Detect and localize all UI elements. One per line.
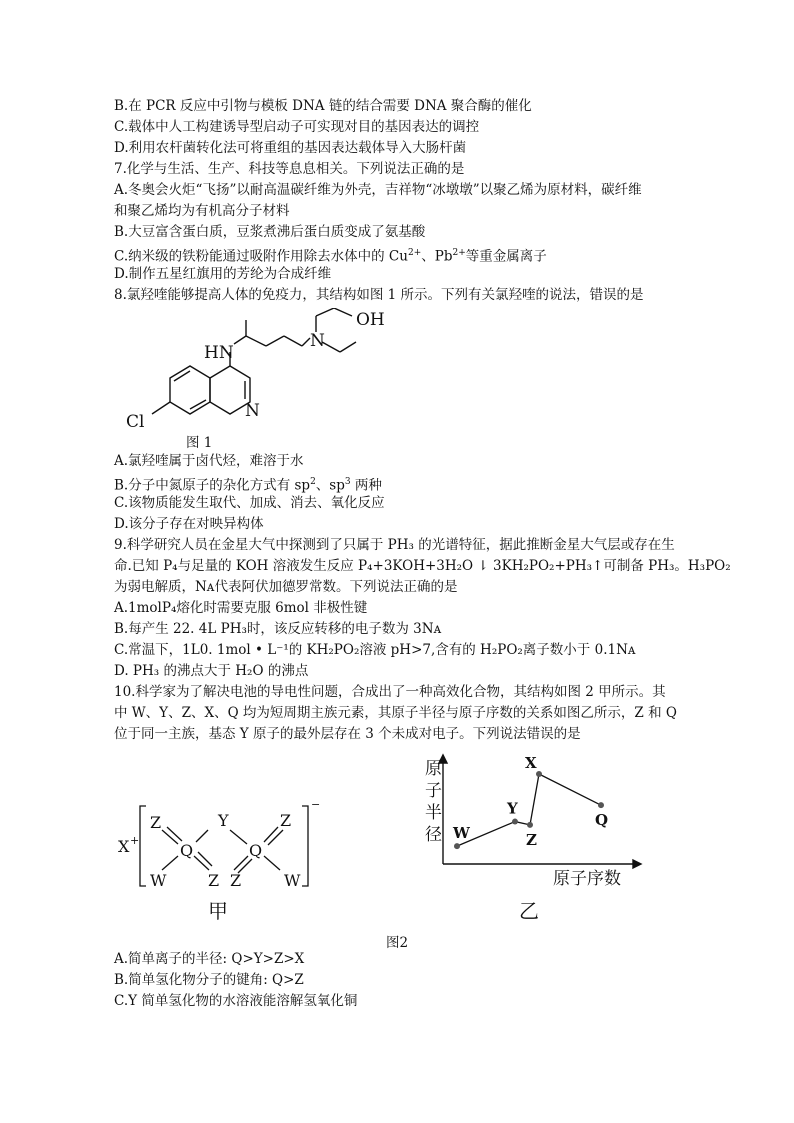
question-9-stem-line3: 为弱电解质，Nᴀ代表阿伏加德罗常数。下列说法正确的是 <box>114 579 458 595</box>
option-b-q6: B.在 PCR 反应中引物与模板 DNA 链的结合需要 DNA 聚合酶的催化 <box>114 98 532 114</box>
option-d-q9: D. PH₃ 的沸点大于 H₂O 的沸点 <box>114 663 309 679</box>
yi-point-label-x: X <box>525 754 537 772</box>
question-8-stem: 8.氯羟喹能够提高人体的免疫力，其结构如图 1 所示。下列有关氯羟喹的说法，错误的是 <box>114 287 644 303</box>
option-a-q10: A.简单离子的半径: Q>Y>Z>X <box>114 951 305 967</box>
atom-w2: W <box>284 871 301 890</box>
yi-point-label-w: W <box>453 824 470 843</box>
option-a-q8: A.氯羟喹属于卤代烃，难溶于水 <box>114 453 304 469</box>
atom-q2: Q <box>249 841 263 860</box>
atom-y: Y <box>218 811 229 830</box>
yi-point-x <box>536 771 542 777</box>
option-b-q8: B.分子中氮原子的杂化方式有 $sp^2$、$sp^3$ 两种 <box>114 477 382 494</box>
atom-z2: Z <box>280 811 292 830</box>
option-b-q10: B.简单氢化物分子的键角: Q>Z <box>114 972 304 988</box>
yi-series <box>452 754 608 849</box>
yi-point-z <box>527 822 533 828</box>
yi-point-label-z: Z <box>526 830 537 849</box>
anion-charge: − <box>311 800 321 811</box>
cation-charge: + <box>130 834 140 847</box>
option-a-q7-line2: 和聚乙烯均为有机高分子材料 <box>114 203 290 219</box>
label-oh: OH <box>356 310 385 330</box>
yi-point-q <box>598 802 604 808</box>
option-d-q7: D.制作五星红旗用的芳纶为合成纤维 <box>114 266 332 282</box>
yi-point-label-q: Q <box>595 811 609 830</box>
question-9-stem-line1: 9.科学研究人员在金星大气中探测到了只属于 PH₃ 的光谱特征，据此推断金星大气层或存在生 <box>114 537 675 553</box>
option-b-q7: B.大豆富含蛋白质，豆浆煮沸后蛋白质变成了氨基酸 <box>114 224 426 240</box>
atom-w1: W <box>150 871 167 890</box>
yi-point-label-y: Y <box>507 799 518 818</box>
question-9-stem-line2: 命.已知 P₄与足量的 KOH 溶液发生反应 P₄+3KOH+3H₂O ⇂ 3KH₂PO₂+PH₃↑可制备 PH₃。H₃PO₂ <box>114 558 731 574</box>
figure-1-caption: 图 1 <box>186 435 213 451</box>
label-yi: 乙 <box>519 899 539 923</box>
atom-z1: Z <box>150 813 162 832</box>
yi-point-y <box>512 819 518 825</box>
question-10-stem-line3: 位于同一主族，基态 Y 原子的最外层存在 3 个未成对电子。下列说法错误的是 <box>114 726 581 742</box>
yi-ylabel-3: 半 <box>425 803 442 823</box>
label-cl: Cl <box>126 412 145 432</box>
option-c-q8: C.该物质能发生取代、加成、消去、氧化反应 <box>114 495 385 511</box>
option-c-q6: C.载体中人工构建诱导型启动子可实现对目的基因表达的调控 <box>114 119 480 135</box>
label-hn: HN <box>204 343 234 363</box>
yi-xlabel: 原子序数 <box>553 869 621 889</box>
x-axis-arrow <box>633 860 641 868</box>
yi-ylabel-2: 子 <box>425 781 442 801</box>
figure-1-structure <box>118 308 388 448</box>
option-d-q8: D.该分子存在对映异构体 <box>114 516 264 532</box>
option-c-q10: C.Y 简单氢化物的水溶液能溶解氢氧化铜 <box>114 993 358 1009</box>
figure-2-yi-chart <box>415 752 645 924</box>
option-b-q9: B.每产生 22. 4L PH₃时，该反应转移的电子数为 3Nᴀ <box>114 621 442 637</box>
label-n-ring: N <box>245 401 260 421</box>
question-10-stem-line2: 中 W、Y、Z、X、Q 均为短周期主族元素，其原子半径与原子序数的关系如图乙所示，Z 和 Q <box>114 705 677 721</box>
yi-point-w <box>454 843 460 849</box>
option-c-q7: C.纳米级的铁粉能通过吸附作用除去水体中的 $Cu^{2+}$、$Pb^{2+}$等重金属离子 <box>114 248 547 265</box>
figure-2-jia-structure <box>112 800 332 922</box>
cation-x: X <box>118 837 130 856</box>
option-a-q9: A.1molP₄熔化时需要克服 6mol 非极性键 <box>114 600 368 616</box>
figure-2-caption: 图2 <box>386 935 409 951</box>
option-a-q7-line1: A.冬奥会火炬“飞扬”以耐高温碳纤维为外壳，吉祥物“冰墩墩”以聚乙烯为原材料，碳纤维 <box>114 182 642 198</box>
yi-ylabel-1: 原 <box>425 759 442 779</box>
yi-ylabel-4: 径 <box>425 825 442 845</box>
atom-z4: Z <box>230 871 242 890</box>
option-d-q6: D.利用农杆菌转化法可将重组的基因表达载体导入大肠杆菌 <box>114 140 467 156</box>
question-10-stem-line1: 10.科学家为了解决电池的导电性问题，合成出了一种高效化合物，其结构如图 2 甲所示。其 <box>114 684 666 700</box>
atom-z3: Z <box>208 871 220 890</box>
atom-q1: Q <box>180 841 194 860</box>
option-c-q9: C.常温下，1L0. 1mol • L⁻¹的 KH₂PO₂溶液 pH>7,含有的 H₂PO₂离子数小于 0.1Nᴀ <box>114 642 636 658</box>
label-jia: 甲 <box>208 899 228 922</box>
label-n-amine: N <box>310 331 325 351</box>
question-7-stem: 7.化学与生活、生产、科技等息息相关。下列说法正确的是 <box>114 161 465 177</box>
